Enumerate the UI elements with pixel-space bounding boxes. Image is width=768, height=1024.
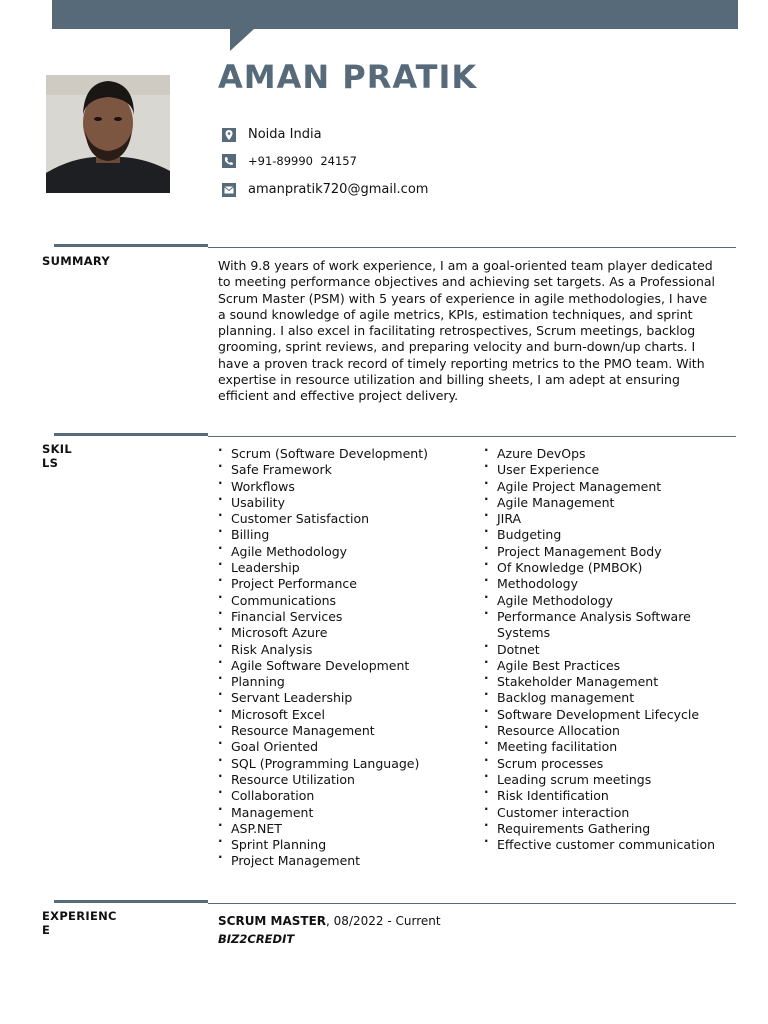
skill-item: · Performance Analysis Software Systems xyxy=(484,609,724,642)
skill-item: · Microsoft Azure xyxy=(218,625,478,641)
location-text: Noida India xyxy=(248,127,322,142)
skill-item: · User Experience xyxy=(484,462,724,478)
skills-accent-bar xyxy=(54,433,208,436)
skill-item: · Servant Leadership xyxy=(218,690,478,706)
job-title-line xyxy=(218,914,441,928)
skill-item: · Agile Methodology xyxy=(218,544,478,560)
experience-accent-bar xyxy=(54,900,208,903)
job-dates: , 08/2022 - Current xyxy=(326,914,441,928)
skill-item: · Scrum processes xyxy=(484,756,724,772)
skill-item: · Resource Allocation xyxy=(484,723,724,739)
phone-icon xyxy=(222,154,236,168)
skill-item: · Stakeholder Management xyxy=(484,674,724,690)
header-banner xyxy=(52,0,738,29)
skills-heading: SKILLS xyxy=(42,442,73,470)
skill-item: · Agile Methodology xyxy=(484,593,724,609)
skill-item: · Workflows xyxy=(218,479,478,495)
candidate-name: AMAN PRATIK xyxy=(218,58,478,96)
skill-item: · SQL (Programming Language) xyxy=(218,756,478,772)
skill-item: · Billing xyxy=(218,527,478,543)
location-pin-icon xyxy=(222,128,236,142)
skill-item: · Communications xyxy=(218,593,478,609)
skill-item: · Leadership xyxy=(218,560,478,576)
skill-item: · Requirements Gathering xyxy=(484,821,724,837)
skill-item: · Effective customer communication xyxy=(484,837,724,853)
contact-email[interactable] xyxy=(222,182,428,197)
skill-item: · Budgeting xyxy=(484,527,724,543)
skill-item: · Safe Framework xyxy=(218,462,478,478)
skill-item: · Dotnet xyxy=(484,642,724,658)
contact-phone[interactable] xyxy=(222,154,357,168)
job-company: BIZ2CREDIT xyxy=(218,932,295,946)
skills-list-right xyxy=(484,446,724,853)
profile-photo xyxy=(46,75,170,193)
skill-item: · Agile Software Development xyxy=(218,658,478,674)
summary-accent-bar xyxy=(54,244,208,247)
experience-heading: EXPERIENCE xyxy=(42,909,117,937)
skill-item: · Of Knowledge (PMBOK) xyxy=(484,560,724,576)
summary-divider xyxy=(208,247,736,248)
skill-item: · Goal Oriented xyxy=(218,739,478,755)
skill-item: · Microsoft Excel xyxy=(218,707,478,723)
phone-text: +91-89990 24157 xyxy=(248,154,357,168)
skill-item: · Methodology xyxy=(484,576,724,592)
skill-item: · Collaboration xyxy=(218,788,478,804)
skill-item: · Meeting facilitation xyxy=(484,739,724,755)
skill-item: · Project Performance xyxy=(218,576,478,592)
skills-list-left xyxy=(218,446,478,870)
skill-item: · Azure DevOps xyxy=(484,446,724,462)
skill-item: · Resource Management xyxy=(218,723,478,739)
skill-item: · Financial Services xyxy=(218,609,478,625)
mail-icon xyxy=(222,183,236,197)
skill-item: · Customer Satisfaction xyxy=(218,511,478,527)
summary-heading: SUMMARY xyxy=(42,254,111,268)
skill-item: · Agile Project Management xyxy=(484,479,724,495)
skill-item: · JIRA xyxy=(484,511,724,527)
skill-item: · Project Management Body xyxy=(484,544,724,560)
skills-divider xyxy=(208,436,736,437)
skill-item: · Risk Identification xyxy=(484,788,724,804)
job-role: SCRUM MASTER xyxy=(218,914,327,928)
skill-item: · Customer interaction xyxy=(484,805,724,821)
skill-item: · Scrum (Software Development) xyxy=(218,446,478,462)
skill-item: · Management xyxy=(218,805,478,821)
summary-text: With 9.8 years of work experience, I am a goal-oriented team player dedicated to meeting performance objectives and achieving set targets. As a Professional Scrum Master (PSM) with 5 years of experience in agile methodologies, I have a sound knowledge of agile metrics, KPIs, estimation techniques, and sprint planning. I also excel in facilitating retrospectives, Scrum meetings, backlog grooming, sprint reviews, and preparing velocity and burn-down/up charts. I have a proven track record of timely reporting metrics to the PMO team. With expertise in resource utilization and billing sheets, I am adept at ensuring efficient and effective project delivery. xyxy=(218,258,716,404)
header-notch xyxy=(230,29,254,51)
contact-location xyxy=(222,127,322,142)
skill-item: · Leading scrum meetings xyxy=(484,772,724,788)
skill-item: · Resource Utilization xyxy=(218,772,478,788)
skill-item: · Agile Management xyxy=(484,495,724,511)
skill-item: · Usability xyxy=(218,495,478,511)
email-text: amanpratik720@gmail.com xyxy=(248,182,429,197)
skill-item: · Sprint Planning xyxy=(218,837,478,853)
experience-divider xyxy=(208,903,736,904)
skill-item: · Planning xyxy=(218,674,478,690)
skill-item: · Project Management xyxy=(218,853,478,869)
skill-item: · Risk Analysis xyxy=(218,642,478,658)
skill-item: · Backlog management xyxy=(484,690,724,706)
skill-item: · Software Development Lifecycle xyxy=(484,707,724,723)
skill-item: · ASP.NET xyxy=(218,821,478,837)
skill-item: · Agile Best Practices xyxy=(484,658,724,674)
